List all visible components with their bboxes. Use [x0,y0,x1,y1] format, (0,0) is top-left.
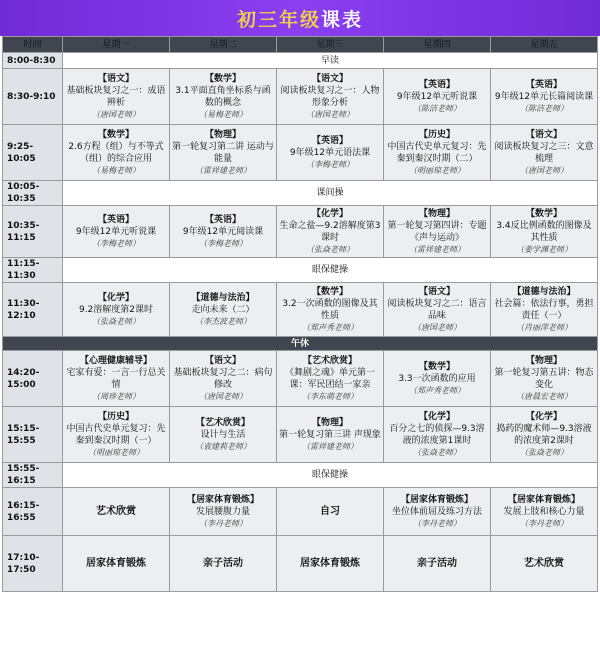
time-slot: 9:25-10:05 [3,125,63,181]
topic-text: 社会篇：依法行事，勇担责任（一） [494,298,594,321]
class-cell [491,536,598,592]
class-cell [384,283,491,337]
teacher-name: （明丽琼老师） [409,165,465,175]
time-slot: 17:10-17:50 [3,536,63,592]
class-cell [384,351,491,407]
class-cell [491,351,598,407]
teacher-name: （周珍老师） [92,391,140,401]
subject-label: 【历史】 [97,411,134,422]
teacher-name: （李梅老师） [306,159,354,169]
teacher-name: （张焱老师） [92,316,140,326]
class-cell [63,351,170,407]
topic-text: 《舞剧之魂》单元第一课：军民团结一家亲 [284,367,375,390]
class-row [3,206,598,258]
class-cell [491,488,598,536]
topic-text: 基础板块复习之二：病句修改 [173,367,273,390]
class-cell [277,351,384,407]
timetable [2,36,598,592]
class-cell [491,125,598,181]
header-time: 时间 [3,37,63,53]
topic-text: 9年级12单元语法课 [289,147,371,158]
time-slot: 16:15-16:55 [3,488,63,536]
subject-label: 【物理】 [418,208,455,219]
subject-label: 【语文】 [311,73,348,84]
topic-text: 基础板块复习之一：成语辨析 [66,85,166,108]
class-cell [491,283,598,337]
subject-label: 【化学】 [525,411,562,422]
subject-label: 【心理健康辅导】 [79,355,152,366]
teacher-name: （张焱老师） [413,447,461,457]
class-row [3,69,598,125]
teacher-name: （郑声秀老师） [409,385,465,395]
topic-text: 设计与生活 [200,429,246,440]
subject-label: 【居家体育锻炼】 [186,494,259,505]
class-row [3,407,598,463]
time-slot: 11:15-11:30 [3,258,63,283]
teacher-name: （雷祥建老师） [195,165,251,175]
subject-label: 【英语】 [418,79,455,90]
subject-label: 【数学】 [525,208,562,219]
teacher-name: （李丹老师） [199,518,247,528]
class-cell [63,283,170,337]
teacher-name: （李东萌老师） [302,391,358,401]
topic-text: 百分之七的侦探—9.3溶液的浓度第1课时 [389,423,485,446]
topic-text: 中国古代史单元复习：先秦到秦汉时期（一） [66,423,166,446]
teacher-name: （易梅老师） [199,109,247,119]
teacher-name: （明丽琼老师） [88,447,144,457]
topic-text: 9年级12单元阅读课 [182,226,264,237]
teacher-name: （张焱老师） [306,244,354,254]
subject-label: 【化学】 [418,411,455,422]
class-cell [63,536,170,592]
subject-label: 【化学】 [311,208,348,219]
topic-text: 2.6方程（组）与不等式（组）的综合应用 [68,141,164,164]
class-cell [277,407,384,463]
header-day: 星期五 [491,37,598,53]
topic-text: 9年级12单元听说课 [75,226,157,237]
subject-label: 【道德与法治】 [191,292,255,303]
topic-text: 9年级12单元听说课 [396,91,478,102]
time-slot: 8:30-9:10 [3,69,63,125]
topic-text: 9.2溶解度第2课时 [78,304,154,315]
topic-text: 发展上肢和核心力量 [503,506,585,517]
class-cell [277,283,384,337]
class-row [3,536,598,592]
class-cell [170,536,277,592]
activity-label: 自习 [320,505,340,517]
subject-label: 【物理】 [204,129,241,140]
header-day: 星期三 [277,37,384,53]
teacher-name: （张焱老师） [520,447,568,457]
topic-text: 3.2一次函数的图像及其性质 [282,298,378,321]
title-banner [0,0,600,36]
topic-text: 阅读板块复习之一：人物形象分析 [280,85,380,108]
time-slot: 14:20-15:00 [3,351,63,407]
lunch-row [3,337,598,351]
topic-text: 发展腰腹力量 [195,506,250,517]
teacher-name: （雷祥建老师） [409,244,465,254]
teacher-name: （陈洁老师） [520,103,568,113]
subject-label: 【英语】 [311,135,348,146]
class-cell [384,488,491,536]
subject-label: 【数学】 [311,286,348,297]
teacher-name: （肖丽萍老师） [516,322,572,332]
break-label: 课间操 [63,181,598,206]
subject-label: 【化学】 [97,292,134,303]
header-day: 星期四 [384,37,491,53]
time-slot: 15:55-16:15 [3,463,63,488]
class-cell [491,206,598,258]
teacher-name: （姜学渊老师） [516,244,572,254]
class-cell [384,69,491,125]
header-day: 星期二 [170,37,277,53]
subject-label: 【物理】 [311,417,348,428]
header-row [3,37,598,53]
topic-text: 3.3一次函数的应用 [398,373,476,384]
subject-label: 【英语】 [97,214,134,225]
teacher-name: （雷祥建老师） [302,441,358,451]
activity-label: 居家体育锻炼 [86,557,146,569]
class-cell [170,351,277,407]
time-slot: 10:35-11:15 [3,206,63,258]
break-label: 眼保健操 [63,463,598,488]
class-cell [170,125,277,181]
subject-label: 【物理】 [525,355,562,366]
topic-text: 第一轮复习第二讲 运动与能量 [172,141,274,164]
subject-label: 【居家体育锻炼】 [400,494,473,505]
subject-label: 【居家体育锻炼】 [507,494,580,505]
subject-label: 【艺术欣赏】 [195,417,250,428]
subject-label: 【英语】 [525,79,562,90]
time-slot: 8:00-8:30 [3,53,63,69]
class-row [3,283,598,337]
teacher-name: （唐晨宏老师） [516,391,572,401]
topic-text: 阅读板块复习之三：文意梳理 [494,141,594,164]
break-row [3,53,598,69]
class-cell [63,488,170,536]
topic-text: 宅家有爱：一言一行总关情 [66,367,166,390]
class-cell [63,125,170,181]
time-slot: 15:15-15:55 [3,407,63,463]
class-cell [63,206,170,258]
teacher-name: （唐国老师） [92,109,140,119]
class-cell [170,407,277,463]
topic-text: 阅读板块复习之二：语言品味 [387,298,487,321]
activity-label: 居家体育锻炼 [300,557,360,569]
subject-label: 【道德与法治】 [512,286,576,297]
class-cell [491,407,598,463]
class-cell [384,536,491,592]
subject-label: 【语文】 [97,73,134,84]
topic-text: 坐位体前屈及练习方法 [391,506,482,517]
break-row [3,258,598,283]
activity-label: 艺术欣赏 [96,505,136,517]
teacher-name: （李丹老师） [520,518,568,528]
teacher-name: （郑声秀老师） [302,322,358,332]
topic-text: 捣药的魔术师—9.3溶液的浓度第2课时 [496,423,592,446]
time-slot: 10:05-10:35 [3,181,63,206]
class-cell [277,206,384,258]
class-cell [170,69,277,125]
class-row [3,125,598,181]
class-row [3,488,598,536]
topic-text: 第一轮复习第五讲：物态变化 [494,367,594,390]
class-cell [384,407,491,463]
class-cell [277,536,384,592]
topic-text: 第一轮复习第三讲 声现象 [279,429,381,440]
class-cell [170,283,277,337]
subject-label: 【数学】 [97,129,134,140]
teacher-name: （唐国老师） [306,109,354,119]
teacher-name: （袁建莉老师） [195,441,251,451]
topic-text: 3.4反比例函数的图像及其性质 [496,220,592,243]
subject-label: 【英语】 [204,214,241,225]
class-cell [491,69,598,125]
class-cell [170,206,277,258]
teacher-name: （李梅老师） [92,238,140,248]
teacher-name: （李丹老师） [413,518,461,528]
subject-label: 【数学】 [418,361,455,372]
activity-label: 艺术欣赏 [524,557,564,569]
lunch-label: 午休 [3,337,598,351]
teacher-name: （李梅老师） [199,238,247,248]
activity-label: 亲子活动 [417,557,457,569]
class-cell [63,69,170,125]
class-cell [63,407,170,463]
break-label: 眼保健操 [63,258,598,283]
topic-text: 3.1平面直角坐标系与函数的概念 [175,85,271,108]
class-cell [277,488,384,536]
teacher-name: （易梅老师） [92,165,140,175]
teacher-name: （李杰波老师） [195,316,251,326]
topic-text: 走向未来（二） [191,304,255,315]
subject-label: 【艺术欣赏】 [302,355,357,366]
class-cell [170,488,277,536]
subject-label: 【语文】 [204,355,241,366]
activity-label: 亲子活动 [203,557,243,569]
page-title: 初三年级课表 [236,8,364,31]
break-row [3,181,598,206]
class-cell [384,125,491,181]
break-label: 早读 [63,53,598,69]
teacher-name: （陈洁老师） [413,103,461,113]
teacher-name: （唐国老师） [413,322,461,332]
class-cell [277,125,384,181]
topic-text: 第一轮复习第四讲：专题《声与运动》 [387,220,487,243]
class-row [3,351,598,407]
teacher-name: （唐国老师） [199,391,247,401]
subject-label: 【数学】 [204,73,241,84]
subject-label: 【语文】 [418,286,455,297]
subject-label: 【语文】 [525,129,562,140]
topic-text: 生命之盐—9.2溶解度第3课时 [279,220,381,243]
time-slot: 11:30-12:10 [3,283,63,337]
topic-text: 中国古代史单元复习：先秦到秦汉时期（二） [387,141,487,164]
subject-label: 【历史】 [418,129,455,140]
break-row [3,463,598,488]
topic-text: 9年级12单元长篇阅读课 [494,91,594,102]
teacher-name: （唐国老师） [520,165,568,175]
class-cell [277,69,384,125]
class-cell [384,206,491,258]
header-day: 星期一 [63,37,170,53]
